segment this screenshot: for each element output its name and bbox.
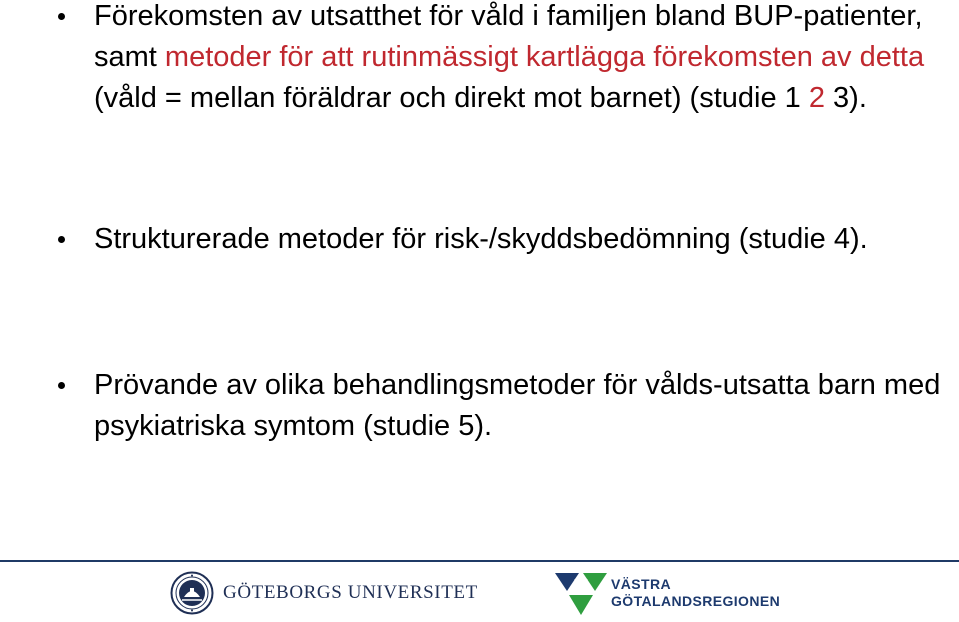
university-seal-icon bbox=[170, 571, 214, 615]
gu-name: GÖTEBORGS UNIVERSITET bbox=[223, 582, 478, 603]
vgr-name bbox=[611, 576, 780, 610]
bullet-item-1 bbox=[56, 0, 959, 119]
bullet-1-highlight: metoder för att rutinmässigt kartlägga förekomsten av detta bbox=[164, 41, 925, 73]
vgr-line-2: GÖTALANDSREGIONEN bbox=[611, 593, 781, 609]
bullet-1-text-c: 3). bbox=[825, 82, 867, 114]
bullet-item-2 bbox=[56, 219, 959, 260]
bullet-1-text-a: Förekomsten av utsatthet för våld i familjen bland BUP-patienter, samt bbox=[94, 0, 923, 73]
bullet-1-text-b: (våld = mellan föräldrar och direkt mot barnet) (studie 1 bbox=[94, 82, 809, 114]
bullet-3-text: Prövande av olika behandlingsmetoder för vålds-utsatta barn med psykiatriska symtom (studie 5). bbox=[94, 369, 941, 442]
vgr-logo bbox=[553, 568, 780, 618]
bullet-item-3 bbox=[56, 365, 959, 447]
vgr-line-1: VÄSTRA bbox=[611, 576, 671, 592]
bullet-2-text: Strukturerade metoder för risk-/skyddsbedömning (studie 4). bbox=[94, 223, 868, 255]
bullet-1-highlight-number: 2 bbox=[808, 82, 825, 114]
footer-divider bbox=[0, 560, 959, 562]
gu-logo bbox=[170, 570, 478, 616]
region-logo-icon bbox=[553, 569, 609, 617]
